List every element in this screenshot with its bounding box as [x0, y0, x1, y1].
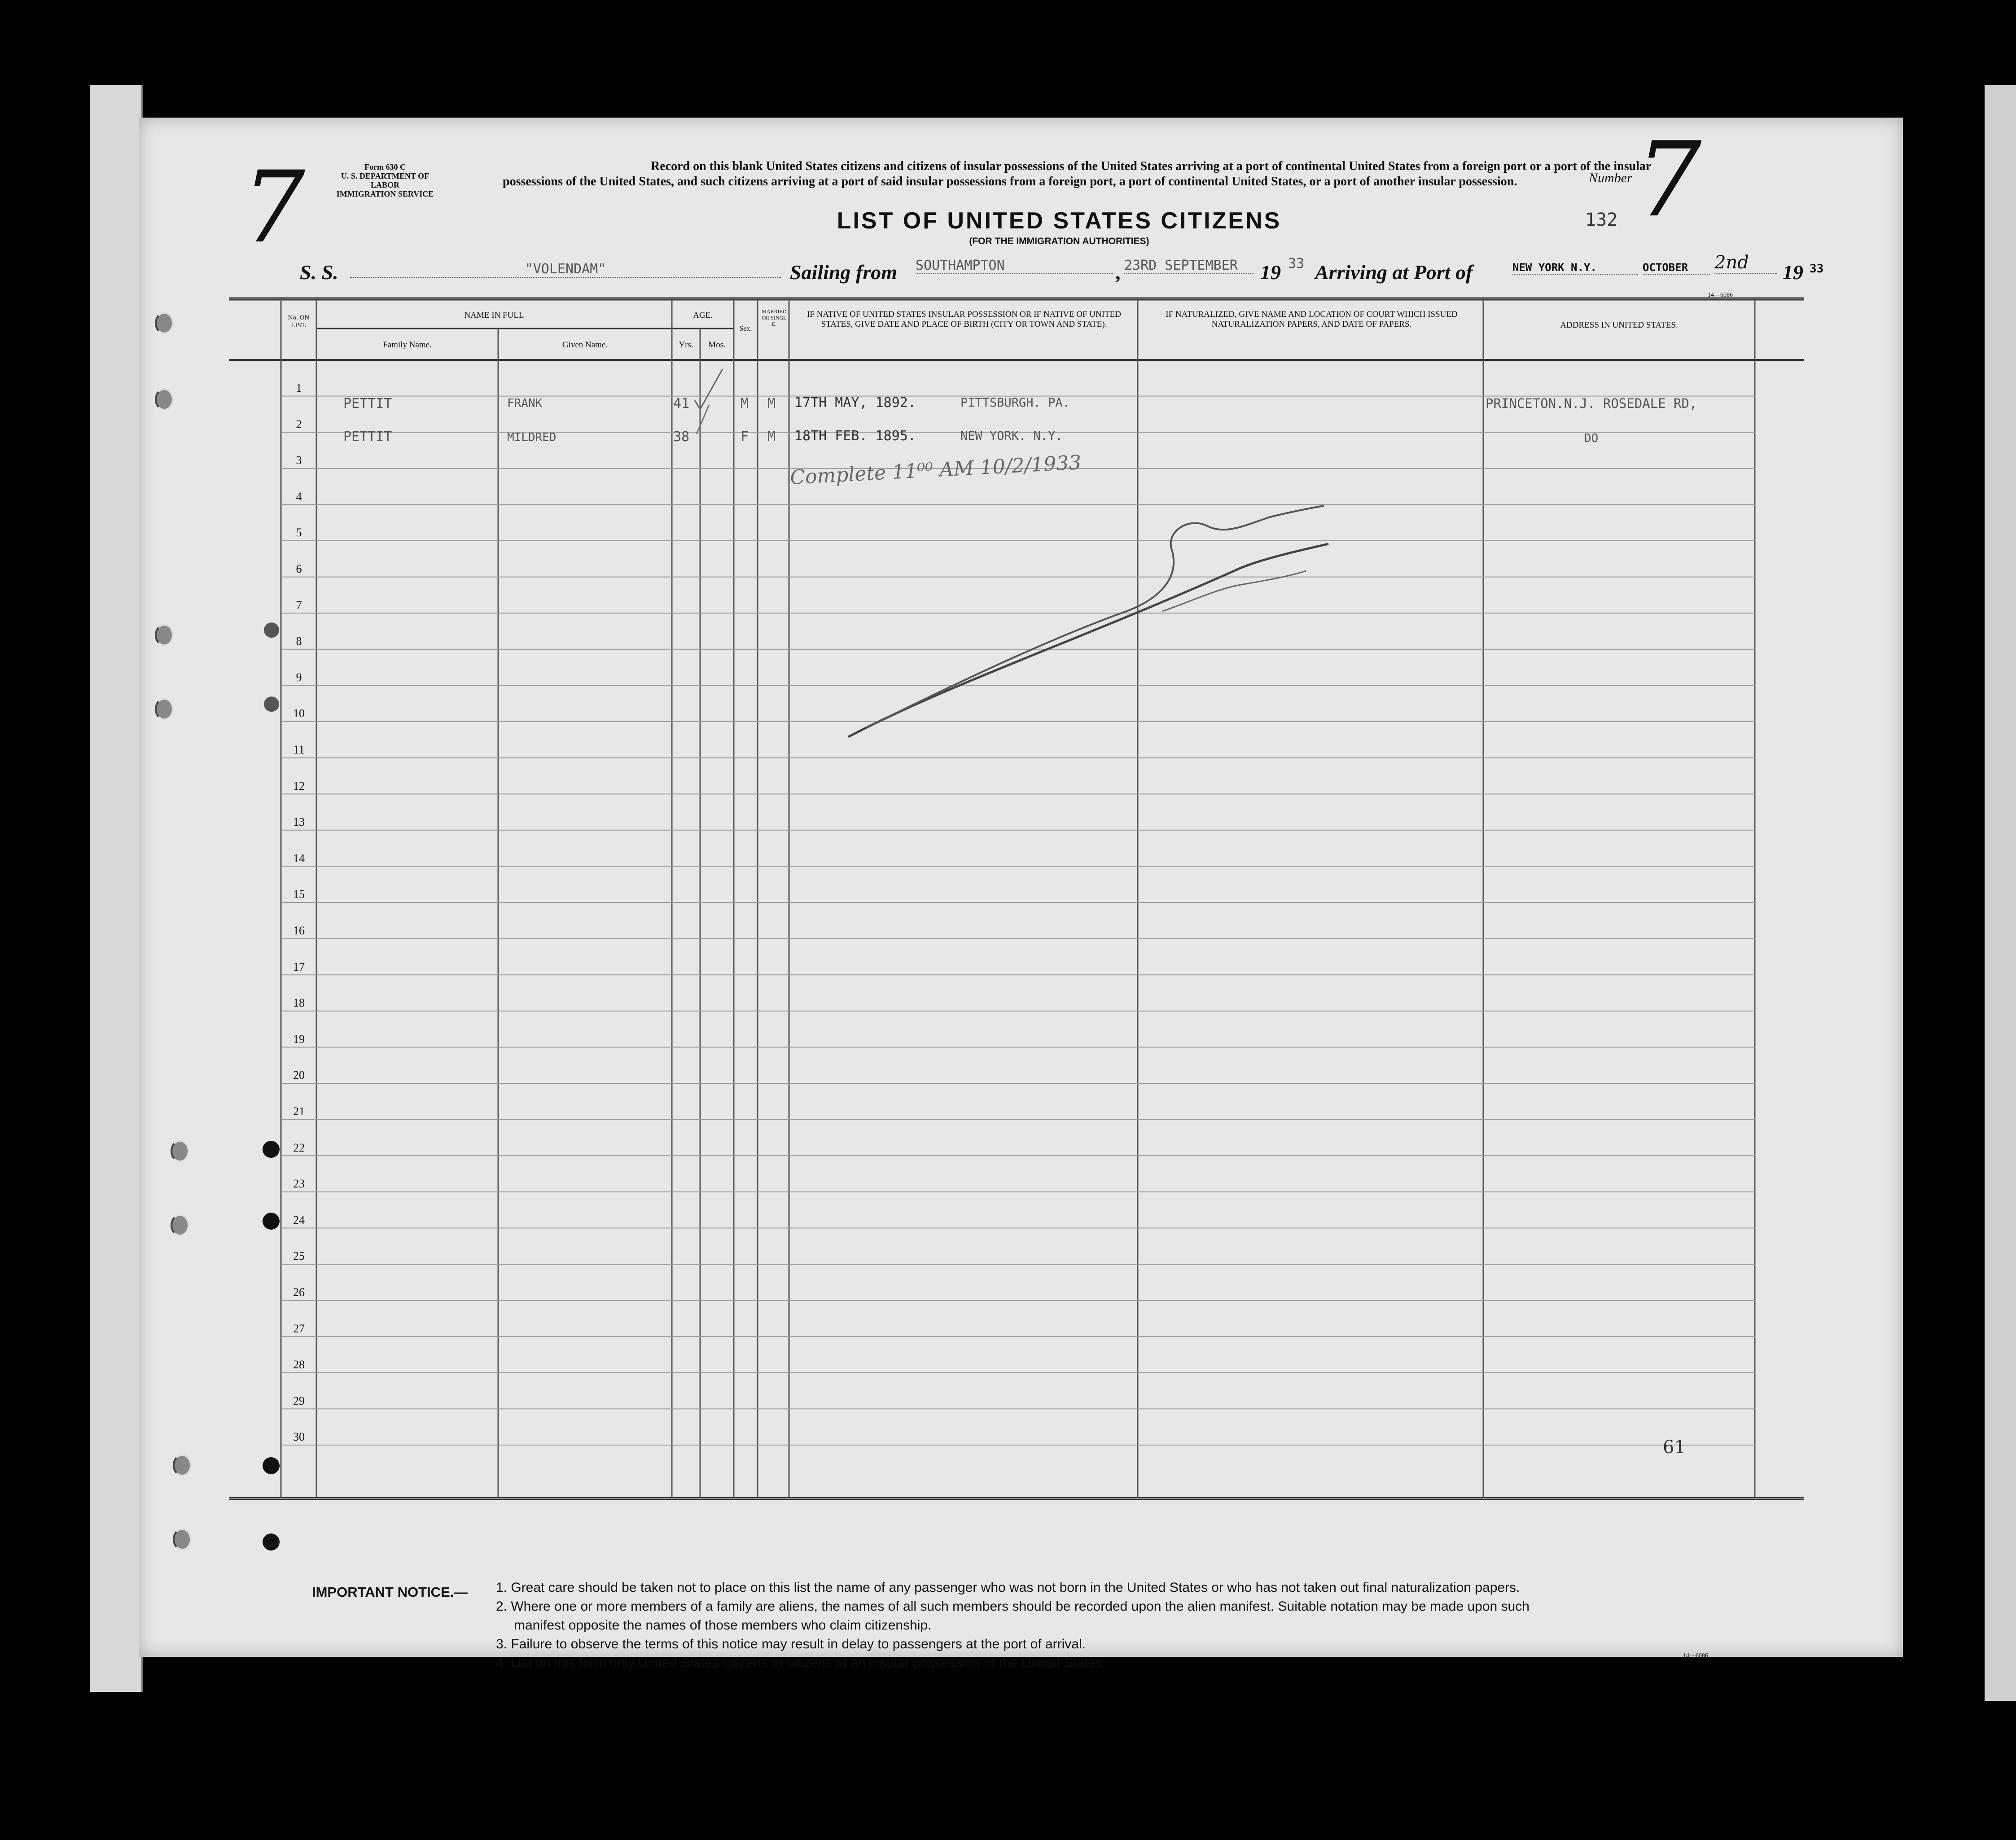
row-number: 18 — [293, 996, 305, 1010]
row-number: 5 — [296, 526, 302, 539]
row-number: 11 — [293, 743, 305, 756]
row-number: 19 — [293, 1032, 305, 1046]
row-number: 2 — [296, 417, 302, 431]
given-name-cell: MILDRED — [507, 431, 557, 444]
col-family-name: Family Name. — [383, 340, 432, 350]
binder-ring — [155, 312, 174, 334]
punch-hole — [263, 1533, 280, 1551]
binder-ring — [155, 698, 174, 720]
row-number: 7 — [296, 598, 302, 612]
completion-note: Complete 11⁰⁰ AM 10/2/1933 — [789, 451, 1082, 489]
birth-place-cell: PITTSBURGH. PA. — [960, 396, 1070, 410]
row-number: 22 — [293, 1141, 305, 1154]
punch-hole — [263, 1457, 280, 1474]
row-number: 1 — [296, 381, 302, 394]
birth-date-cell: 18TH FEB. 1895. — [794, 428, 916, 444]
row-number: 21 — [293, 1105, 305, 1118]
arriving-label: Arriving at Port of — [1315, 261, 1473, 284]
sailing-year-suffix: 33 — [1288, 256, 1305, 272]
print-code-top: 14—6086 — [1708, 292, 1733, 298]
form-number: Form 630 C — [364, 162, 406, 171]
adjacent-page-left — [90, 85, 143, 1692]
col-age: AGE. — [693, 311, 713, 320]
age-cell: 38 — [673, 429, 690, 445]
col-mos: Mos. — [708, 340, 726, 350]
binder-ring — [173, 1454, 192, 1476]
row-number: 24 — [293, 1213, 305, 1227]
row-number: 10 — [293, 707, 305, 720]
row-number: 16 — [293, 924, 305, 937]
col-native-birth: IF NATIVE OF UNITED STATES INSULAR POSSESSION OR IF NATIVE OF UNITED STATES, GIVE DATE AND PLACE OF BIRTH (CITY OR TOWN AND STATE). — [807, 310, 1121, 329]
col-address: ADDRESS IN UNITED STATES. — [1560, 320, 1678, 330]
binder-ring — [171, 1214, 189, 1236]
page-subtitle: (FOR THE IMMIGRATION AUTHORITIES) — [969, 236, 1149, 246]
sex-cell: M — [741, 396, 749, 412]
birth-place-cell: NEW YORK. N.Y. — [960, 429, 1063, 443]
row-number: 29 — [293, 1394, 305, 1407]
sailing-year-prefix: 19 — [1260, 261, 1281, 284]
notice-item: 1. Great care should be taken not to place on this list the name of any passenger who was not born in the United States or who has not taken out final naturalization papers. — [496, 1580, 1520, 1595]
sex-cell: F — [741, 429, 749, 445]
notice-body — [496, 1578, 1878, 1673]
arrival-day: 2nd — [1714, 252, 1777, 274]
punch-hole — [263, 1213, 280, 1230]
punch-hole — [264, 697, 279, 712]
marital-cell: M — [767, 429, 776, 445]
row-number: 26 — [293, 1286, 305, 1299]
comma-sep: , — [1115, 261, 1121, 284]
col-married-single: MARRIED OR SINGLE. — [762, 308, 787, 327]
page-total: 61 — [1663, 1437, 1686, 1458]
row-number: 14 — [293, 851, 305, 865]
row-number: 3 — [296, 454, 302, 467]
row-number: 4 — [296, 490, 302, 503]
marital-cell: M — [767, 396, 776, 412]
birth-date-cell: 17TH MAY, 1892. — [794, 395, 916, 411]
notice-item: 3. Failure to observe the terms of this notice may result in delay to passengers at the port of arrival. — [496, 1637, 1086, 1652]
ss-label: S. S. — [300, 261, 338, 284]
col-yrs: Yrs. — [679, 340, 693, 350]
col-sex: Sex. — [739, 325, 752, 333]
manifest-sheet — [139, 118, 1903, 1670]
page-title: LIST OF UNITED STATES CITIZENS — [837, 208, 1282, 234]
sailing-port: SOUTHAMPTON — [916, 258, 1113, 274]
row-number: 25 — [293, 1249, 305, 1263]
address-cell: DO — [1584, 432, 1599, 445]
col-name-in-full: NAME IN FULL — [464, 311, 524, 320]
inspector-signature — [839, 441, 1342, 755]
row-number: 20 — [293, 1069, 305, 1082]
notice-item: 2. Where one or more members of a family are aliens, the names of all such members should be recorded upon the alien manifest. Suitable notation may be made upon such — [496, 1599, 1530, 1614]
row-number: 23 — [293, 1177, 305, 1191]
handwritten-number: 7 — [1636, 120, 1702, 240]
binder-ring — [155, 624, 174, 646]
binder-ring — [155, 388, 174, 411]
row-number: 13 — [293, 815, 305, 829]
col-naturalized: IF NATURALIZED, GIVE NAME AND LOCATION OF COURT WHICH ISSUED NATURALIZATION PAPERS, AND DATE OF PAPERS. — [1166, 310, 1458, 329]
age-cell: 41 — [673, 396, 690, 412]
arrival-year-prefix: 19 — [1783, 261, 1803, 284]
address-cell: PRINCETON.N.J. ROSEDALE RD, — [1486, 396, 1697, 411]
stamp-number: 132 — [1585, 210, 1618, 230]
given-name-cell: FRANK — [507, 397, 543, 410]
service-name: IMMIGRATION SERVICE — [336, 189, 434, 198]
col-no-on-list: No. ON LIST. — [288, 314, 310, 329]
arrival-port: NEW YORK N.Y. — [1512, 261, 1638, 275]
family-name-cell: PETTIT — [343, 396, 392, 412]
punch-hole — [264, 622, 279, 638]
row-number: 9 — [296, 670, 302, 684]
row-number: 15 — [293, 888, 305, 901]
binder-ring — [171, 1140, 189, 1162]
row-number: 27 — [293, 1322, 305, 1335]
form-instructions: Record on this blank United States citizens and citizens of insular possessions of the United States arriving at a port of continental United States from a foreign port or a port of the insular possessions of the United States, and such citizens arriving at a port of said insular possessions from a foreign port, a port of continental United States, or a port of another insular possession. — [503, 159, 1651, 188]
row-number: 28 — [293, 1358, 305, 1371]
ship-name: "VOLENDAM" — [350, 261, 781, 278]
notice-heading: IMPORTANT NOTICE.— — [312, 1584, 468, 1600]
row-number: 30 — [293, 1430, 305, 1444]
notice-item: 4. List on this form only United States citizens or citizens of an insular possession of the United States. — [496, 1656, 1106, 1670]
sailing-date: 23RD SEPTEMBER — [1124, 258, 1254, 274]
check-marks — [691, 360, 727, 441]
handwritten-sheet-number: 7 — [242, 150, 305, 265]
arrival-year-suffix: 33 — [1810, 262, 1824, 276]
notice-item: manifest opposite the names of those members who claim citizenship. — [514, 1618, 932, 1633]
department-name: U. S. DEPARTMENT OF LABOR — [341, 171, 429, 189]
adjacent-page-right — [1985, 85, 2016, 1701]
row-number: 6 — [296, 562, 302, 575]
family-name-cell: PETTIT — [343, 429, 392, 445]
punch-hole — [263, 1141, 280, 1158]
col-given-name: Given Name. — [562, 340, 608, 350]
number-label: Number — [1589, 171, 1632, 185]
binder-ring — [173, 1528, 192, 1551]
row-number: 12 — [293, 779, 305, 793]
sailing-from-label: Sailing from — [790, 261, 898, 284]
print-code-bottom: 14—6086 — [1683, 1652, 1708, 1659]
row-number: 8 — [296, 635, 302, 648]
row-number: 17 — [293, 960, 305, 973]
arrival-month: OCTOBER — [1643, 261, 1710, 275]
